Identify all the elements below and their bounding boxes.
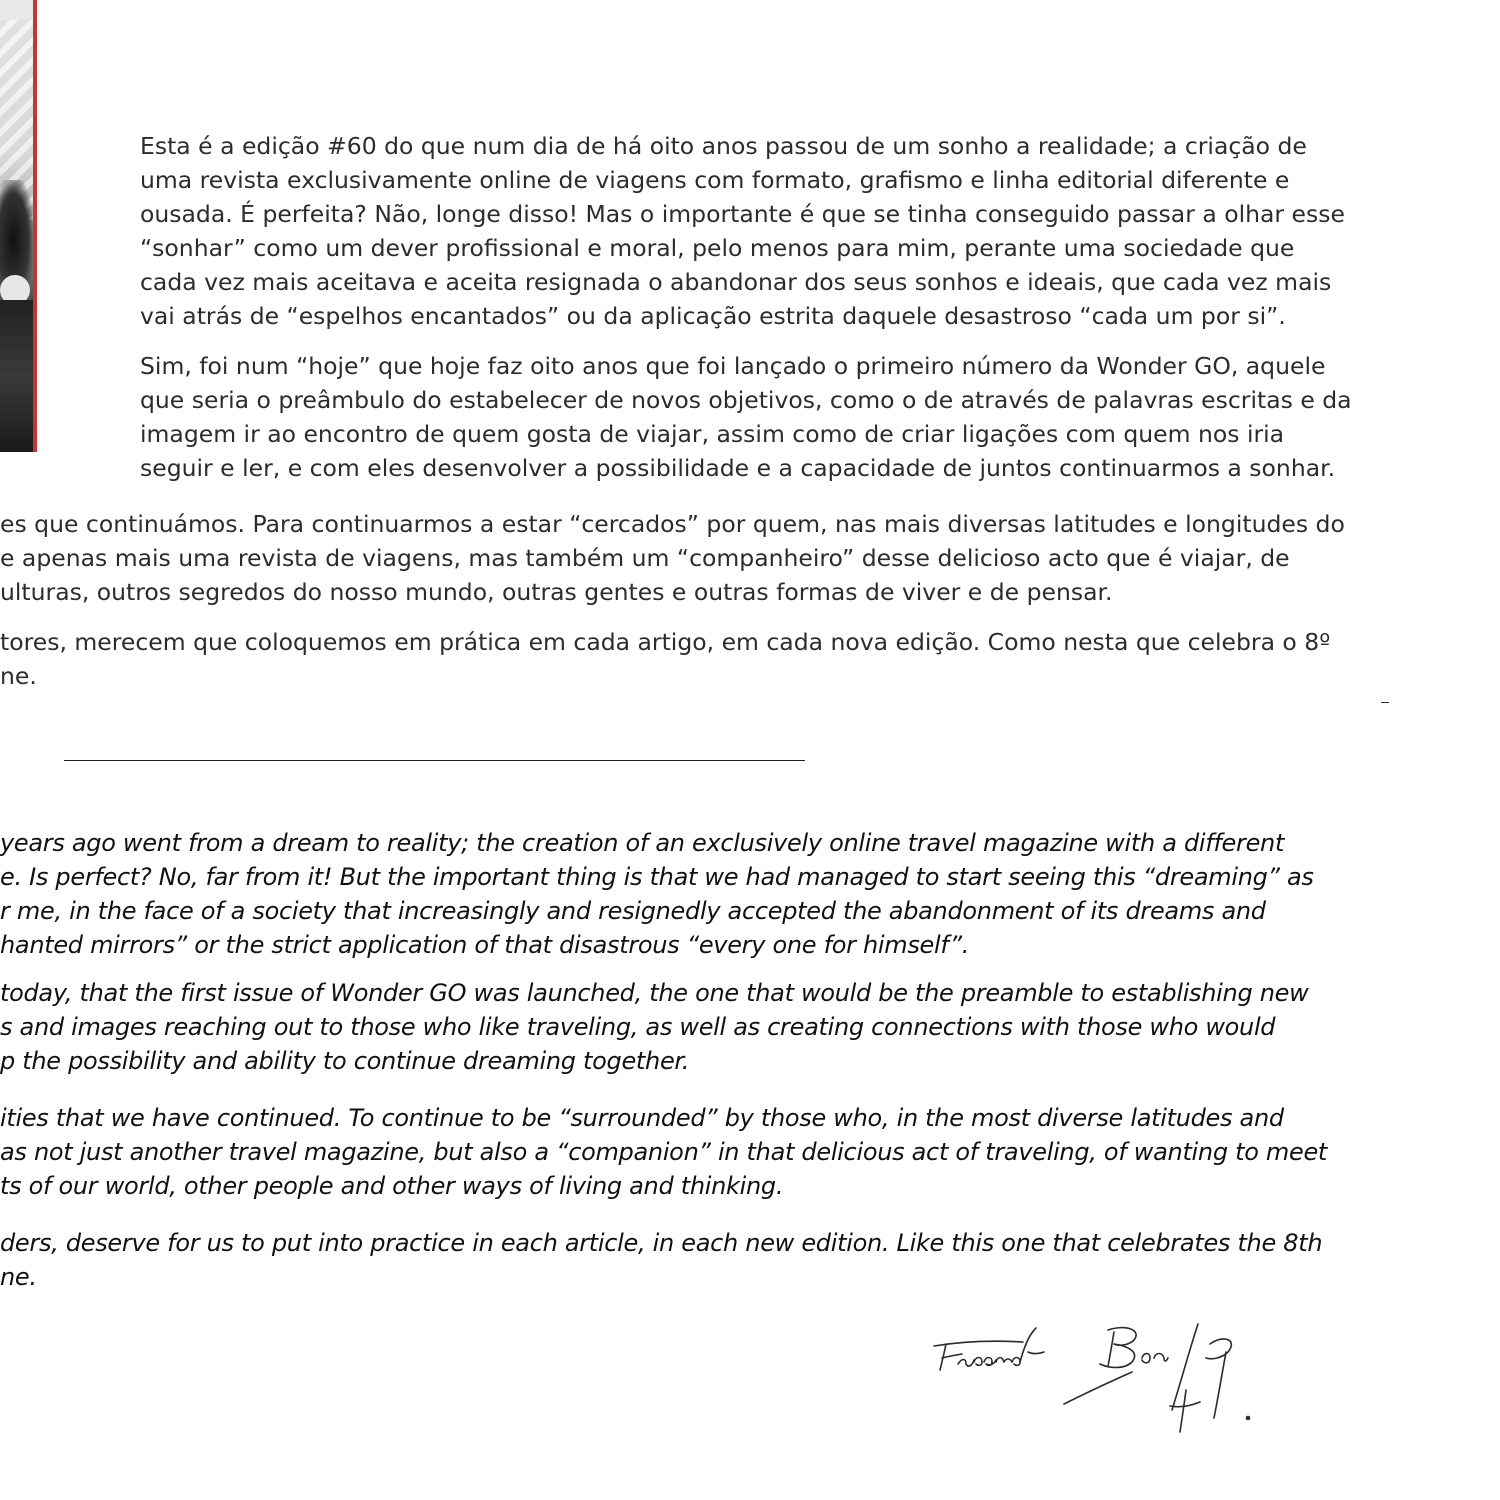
english-paragraph-4: [0, 1226, 1322, 1294]
text-line: r me, in the face of a society that increasingly and resignedly accepted the abandonment of its dreams and: [0, 897, 1266, 925]
text-line: “sonhar” como um dever profissional e moral, pelo menos para mim, perante uma sociedade que: [140, 234, 1295, 262]
text-line: cada vez mais aceitava e aceita resignada o abandonar dos seus sonhos e ideais, que cada vez mais: [140, 268, 1332, 296]
text-line: imagem ir ao encontro de quem gosta de viajar, assim como de criar ligações com quem nos iria: [140, 420, 1285, 448]
text-line: es que continuámos. Para continuarmos a estar “cercados” por quem, nas mais diversas latitudes e longitudes do: [0, 510, 1345, 538]
text-line: ders, deserve for us to put into practice in each article, in each new edition. Like this one that celebrates the 8th: [0, 1229, 1323, 1257]
text-line: uma revista exclusivamente online de viagens com formato, grafismo e linha editorial diferente e: [140, 166, 1290, 194]
text-line: s and images reaching out to those who like traveling, as well as creating connections with those who would: [0, 1013, 1276, 1041]
text-line: p the possibility and ability to continue dreaming together.: [0, 1047, 690, 1075]
english-paragraph-1: [0, 826, 1314, 962]
text-line: tores, merecem que coloquemos em prática em cada artigo, em cada nova edição. Como nesta que celebra o 8º: [0, 628, 1331, 656]
text-line: ne.: [0, 662, 37, 690]
text-line: ulturas, outros segredos do nosso mundo, outras gentes e outras formas de viver e de pensar.: [0, 578, 1113, 606]
text-line: today, that the first issue of Wonder GO was launched, the one that would be the preamble to establishing new: [0, 979, 1309, 1007]
portuguese-paragraph-3: [0, 507, 1345, 609]
text-line: que seria o preâmbulo do estabelecer de novos objetivos, como o de através de palavras escritas e da: [140, 386, 1352, 414]
text-line: ousada. É perfeita? Não, longe disso! Mas o importante é que se tinha conseguido passar a olhar esse: [140, 200, 1345, 228]
portuguese-paragraph-2: [140, 349, 1352, 485]
text-line: vai atrás de “espelhos encantados” ou da aplicação estrita daquele desastroso “cada um por si”.: [140, 302, 1286, 330]
handwritten-signature: [928, 1318, 1298, 1443]
text-line: ities that we have continued. To continue to be “surrounded” by those who, in the most diverse latitudes and: [0, 1104, 1284, 1132]
english-paragraph-3: [0, 1101, 1327, 1203]
portuguese-paragraph-4: [0, 625, 1330, 693]
text-line: ts of our world, other people and other ways of living and thinking.: [0, 1172, 784, 1200]
portuguese-paragraph-1: [140, 129, 1345, 333]
text-line: hanted mirrors” or the strict application of that disastrous “every one for himself”.: [0, 931, 970, 959]
text-line: Esta é a edição #60 do que num dia de há oito anos passou de um sonho a realidade; a criação de: [140, 132, 1307, 160]
text-line: as not just another travel magazine, but also a “companion” in that delicious act of traveling, of wanting to meet: [0, 1138, 1328, 1166]
text-line: e. Is perfect? No, far from it! But the important thing is that we had managed to start seeing this “dreaming” as: [0, 863, 1314, 891]
text-line: ne.: [0, 1263, 37, 1291]
text-line: seguir e ler, e com eles desenvolver a possibilidade e a capacidade de juntos continuarmos a sonhar.: [140, 454, 1336, 482]
text-line: e apenas mais uma revista de viagens, mas também um “companheiro” desse delicioso acto que é viajar, de: [0, 544, 1290, 572]
english-paragraph-2: [0, 976, 1308, 1078]
section-divider: [64, 760, 805, 761]
accent-vertical-rule: [33, 0, 37, 452]
text-line: Sim, foi num “hoje” que hoje faz oito anos que foi lançado o primeiro número da Wonder GO, aquele: [140, 352, 1326, 380]
text-line: years ago went from a dream to reality; the creation of an exclusively online travel magazine with a different: [0, 829, 1285, 857]
small-dash-mark: [1381, 702, 1389, 703]
author-portrait-photo: [0, 0, 33, 452]
